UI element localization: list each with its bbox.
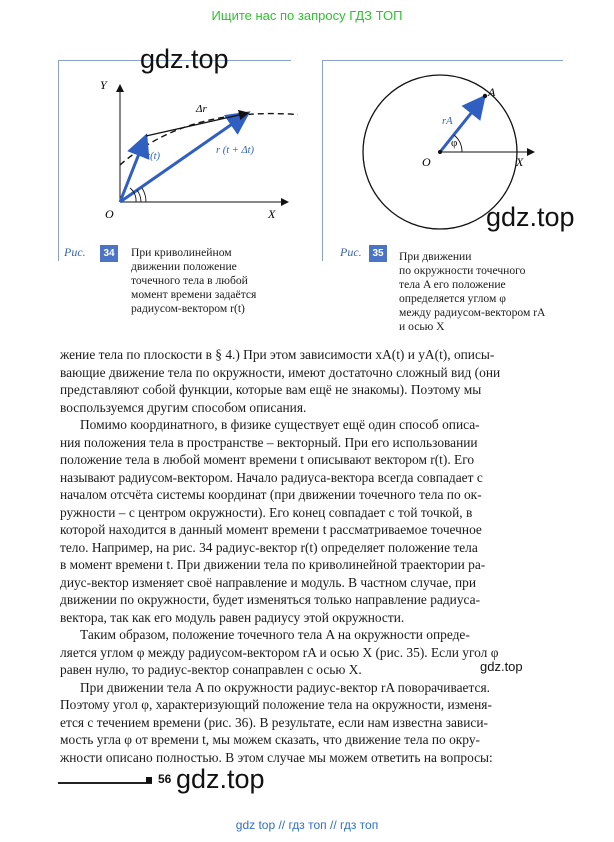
figure-35-label: Рис.	[340, 245, 362, 259]
figure-35-caption	[399, 250, 569, 334]
caption-34-line: радиусом-вектором r(t)	[131, 302, 245, 315]
text-line: При движении тела A по окружности радиус-вектор rA поворачивается.	[80, 679, 490, 695]
text-line: вектора, так как его модуль равен радиусу этой окружности.	[60, 609, 405, 625]
figure-34-diagram	[58, 60, 298, 260]
figure-34-label: Рис.	[64, 245, 86, 259]
label-delta-r: Δr	[196, 103, 207, 115]
caption-34-line: момент времени задаётся	[131, 288, 257, 301]
point-a-dot	[483, 94, 487, 98]
text-line: диус-вектор изменяет своё направление и модуль. В частном случае, при	[60, 574, 476, 590]
watermark-gdz-top-1: gdz.top	[140, 44, 229, 74]
caption-35-line: по окружности точечного	[399, 264, 526, 277]
bottom-links[interactable]: gdz top // гдз топ // гдз топ	[235, 818, 379, 832]
watermark-gdz-top-4: gdz.top	[176, 764, 265, 794]
text-line: Помимо координатного, в физике существует ещё один способ описа-	[80, 417, 480, 432]
label-point-a: A	[488, 85, 496, 99]
label-r-t: r(t)	[146, 151, 160, 162]
label-x-axis: X	[516, 155, 524, 169]
label-r-a: rA	[442, 116, 453, 127]
text-line: началом отсчёта системы координат (при движении точечного тела по ок-	[60, 487, 482, 502]
text-line: воспользуемся другим способом описания.	[60, 399, 307, 415]
caption-35-line: между радиусом-вектором rA	[399, 306, 546, 319]
caption-34-line: При криволинейном	[131, 246, 232, 259]
angle-arc-2	[137, 190, 141, 202]
text-line: которой находится в данный момент времени t рассматриваемое точечное	[60, 522, 482, 537]
center-point	[438, 150, 442, 154]
text-line: положение тела в любой момент времени t описывают вектором r(t). Его	[60, 452, 475, 467]
text-line: в момент времени t. При движении тела по криволинейной траектории ра-	[60, 557, 486, 572]
text-line: тело. Например, на рис. 34 радиус-вектор r(t) определяет положение тела	[60, 539, 478, 555]
text-line: Поэтому угол φ, характеризующий положение тела на окружности, изменя-	[60, 697, 492, 712]
label-origin: O	[422, 155, 431, 169]
text-line: жности описано полностью. В этом случае мы можем ответить на вопросы:	[60, 749, 493, 765]
figure-34-caption	[131, 246, 301, 316]
text-line: ляется углом φ между радиусом-вектором rA и осью X (рис. 35). Если угол φ	[60, 644, 499, 660]
label-origin: O	[105, 207, 114, 221]
page-number: 56	[158, 772, 172, 786]
figure-35-number: 35	[369, 245, 387, 262]
caption-35-line: При движении	[399, 250, 472, 263]
text-line: Таким образом, положение точечного тела A на окружности опреде-	[80, 627, 470, 642]
label-r-t-dt: r (t + Δt)	[216, 145, 255, 156]
watermark-gdz-top-3: gdz.top	[480, 659, 523, 674]
caption-35-line: определяется углом φ	[399, 292, 506, 305]
text-line: ружности – с центром окружности). Его конец совпадает с той точкой, в	[60, 504, 473, 520]
figure-34-number: 34	[100, 245, 118, 262]
text-line: жение тела по плоскости в § 4.) При этом зависимости xA(t) и yA(t), описы-	[60, 347, 495, 362]
vector-r-t-dt	[120, 113, 248, 202]
text-line: вающие движение тела по окружности, имеют достаточно сложный вид (они	[60, 364, 501, 380]
text-line: равен нулю, то радиус-вектор сонаправлен с осью X.	[60, 662, 362, 677]
text-line: движении по окружности, будет изменяться только направление радиуса-	[60, 592, 481, 607]
watermark-gdz-top-2: gdz.top	[486, 202, 575, 232]
label-y-axis: Y	[100, 78, 107, 92]
label-x-axis: X	[268, 207, 276, 221]
text-line: ния положения тела в пространстве – векторный. При его использовании	[60, 434, 478, 450]
caption-35-line: тела A его положение	[399, 278, 506, 291]
caption-35-line: и осью X	[399, 320, 445, 333]
main-text	[60, 346, 568, 766]
text-line: называют радиусом-вектором. Начало радиуса-вектора всегда совпадает с	[60, 469, 483, 485]
text-line: мость угла φ от времени t, мы можем сказать, что движение тела по окру-	[60, 732, 480, 747]
caption-34-line: точечного тела в любой	[131, 274, 248, 287]
page-number-rule	[58, 782, 152, 784]
label-phi: φ	[451, 137, 458, 149]
angle-arc-3	[142, 188, 146, 202]
caption-34-line: движении положение	[131, 260, 237, 273]
top-banner[interactable]: Ищите нас по запросу ГДЗ ТОП	[211, 8, 403, 23]
text-line: представляют собой функции, которые вам ещё не знакомы). Поэтому мы	[60, 382, 482, 397]
page-number-bullet	[146, 777, 152, 783]
text-line: ется с течением времени (рис. 36). В результате, если нам известна зависи-	[60, 714, 488, 730]
